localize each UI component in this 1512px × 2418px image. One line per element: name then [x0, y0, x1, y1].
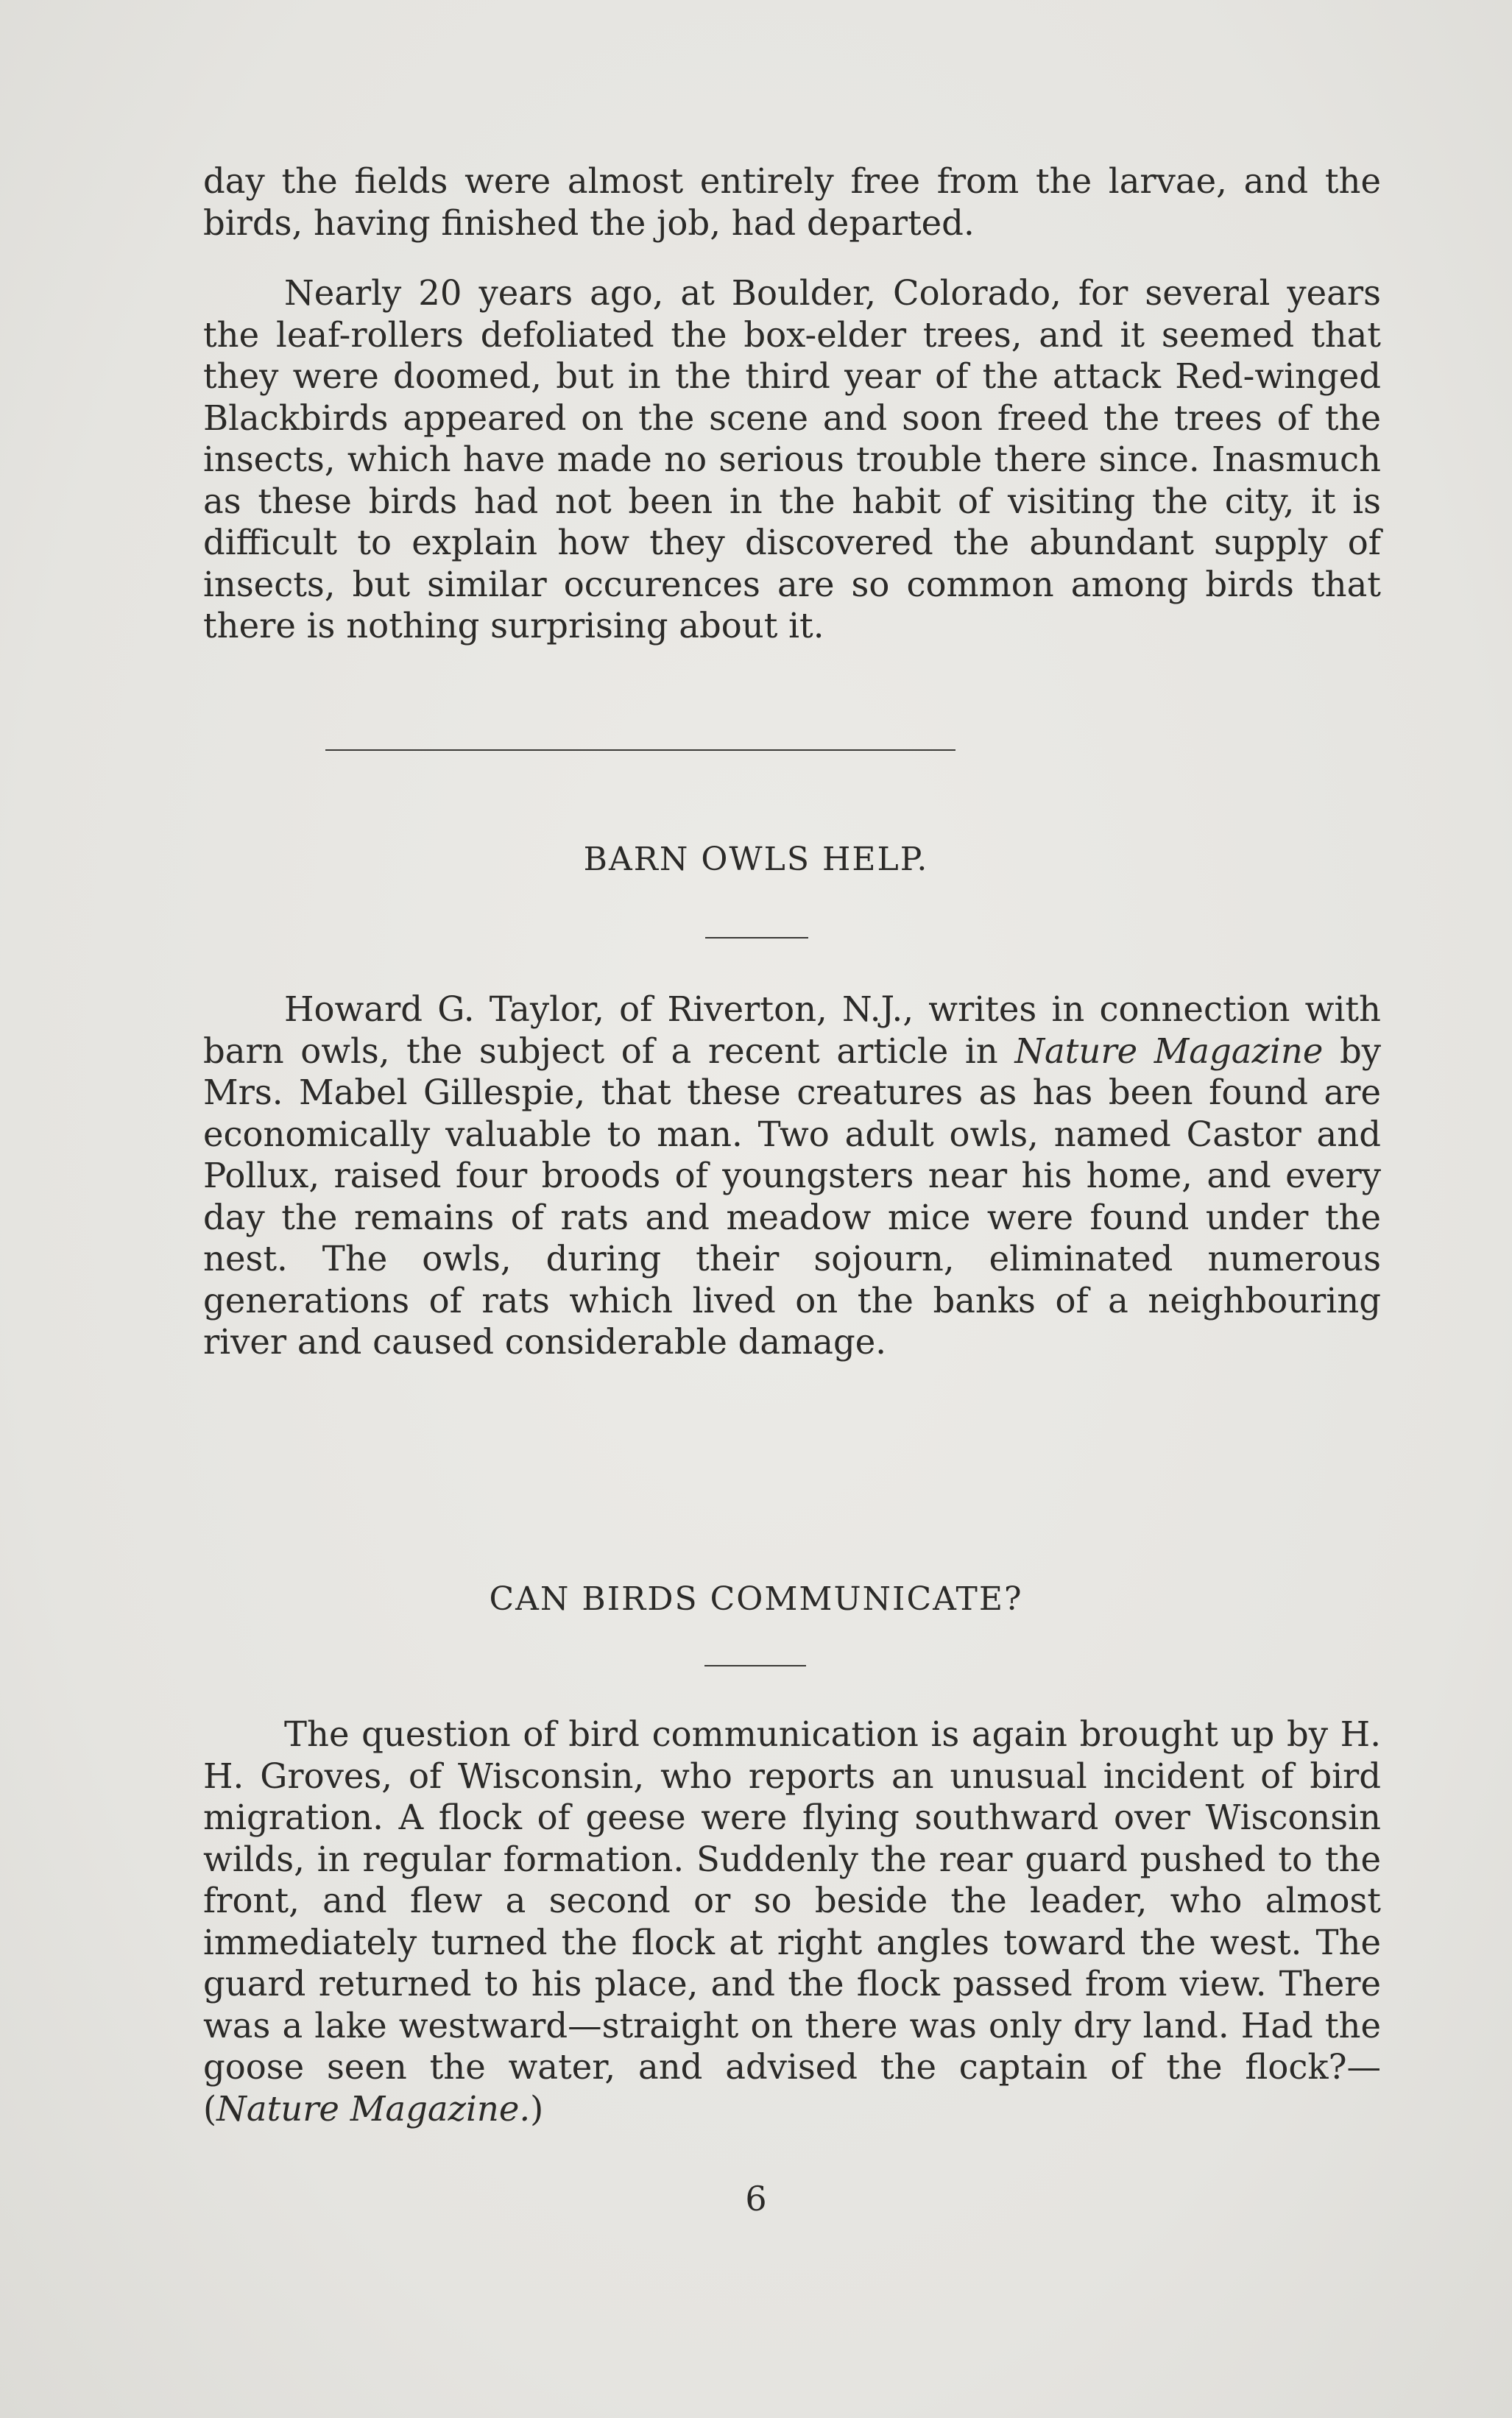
heading-underline [705, 937, 808, 938]
source-title: Nature Magazine. [216, 2088, 531, 2129]
continuation-paragraph: day the fields were almost entirely free from the larvae, and the birds, having finished the job, had departed. [203, 161, 1381, 243]
barn-owls-text-end: by Mrs. Mabel Gillespie, that these creatures as has been found are economically valuable to man. Two adult owls, named Castor and Pollux, raised four broods of youngsters near his home, and every day the remains of rats and meadow mice were found under the nest. The owls, during their sojourn, eliminated numerous generations of rats which lived on the banks of a neighbouring river and caused considerable damage. [203, 1031, 1381, 1362]
communicate-paragraph [203, 1714, 1381, 2129]
barn-owls-paragraph [203, 989, 1381, 1363]
barn-owls-text-start: Howard G. Taylor, of Riverton, N.J., writes in connection with barn owls, the subject of a recent article in [203, 989, 1381, 1071]
communicate-text-start: The question of bird communication is again brought up by H. H. Groves, of Wisconsin, who reports an unusual incident of bird migration. A flock of geese were flying southward over Wisconsin wilds, in regular formation. Suddenly the rear guard pushed to the front, and flew a second or so beside the leader, who almost immediately turned the flock at right angles toward the west. The guard returned to his place, and the flock passed from view. There was a lake westward—straight on there was only dry land. Had the goose seen the water, and advised the captain of the flock?—( [203, 1714, 1381, 2129]
section-divider [325, 749, 955, 751]
magazine-title: Nature Magazine [1014, 1031, 1324, 1071]
communicate-heading: CAN BIRDS COMMUNICATE? [489, 1580, 1023, 1618]
boulder-paragraph: Nearly 20 years ago, at Boulder, Colorado, for several years the leaf-rollers defoliated the box-elder trees, and it seemed that they were doomed, but in the third year of the attack Red-winged Blackbirds appeared on the scene and soon freed the trees of the insects, which have made no serious trouble there since. Inasmuch as these birds had not been in the habit of visiting the city, it is difficult to explain how they discovered the abundant supply of insects, but similar occurences are so common among birds that there is nothing surprising about it. [203, 273, 1381, 646]
communicate-text-end: ) [530, 2088, 544, 2129]
heading-underline-2 [704, 1665, 806, 1666]
barn-owls-heading: BARN OWLS HELP. [583, 841, 929, 878]
page-number: 6 [745, 2179, 767, 2219]
